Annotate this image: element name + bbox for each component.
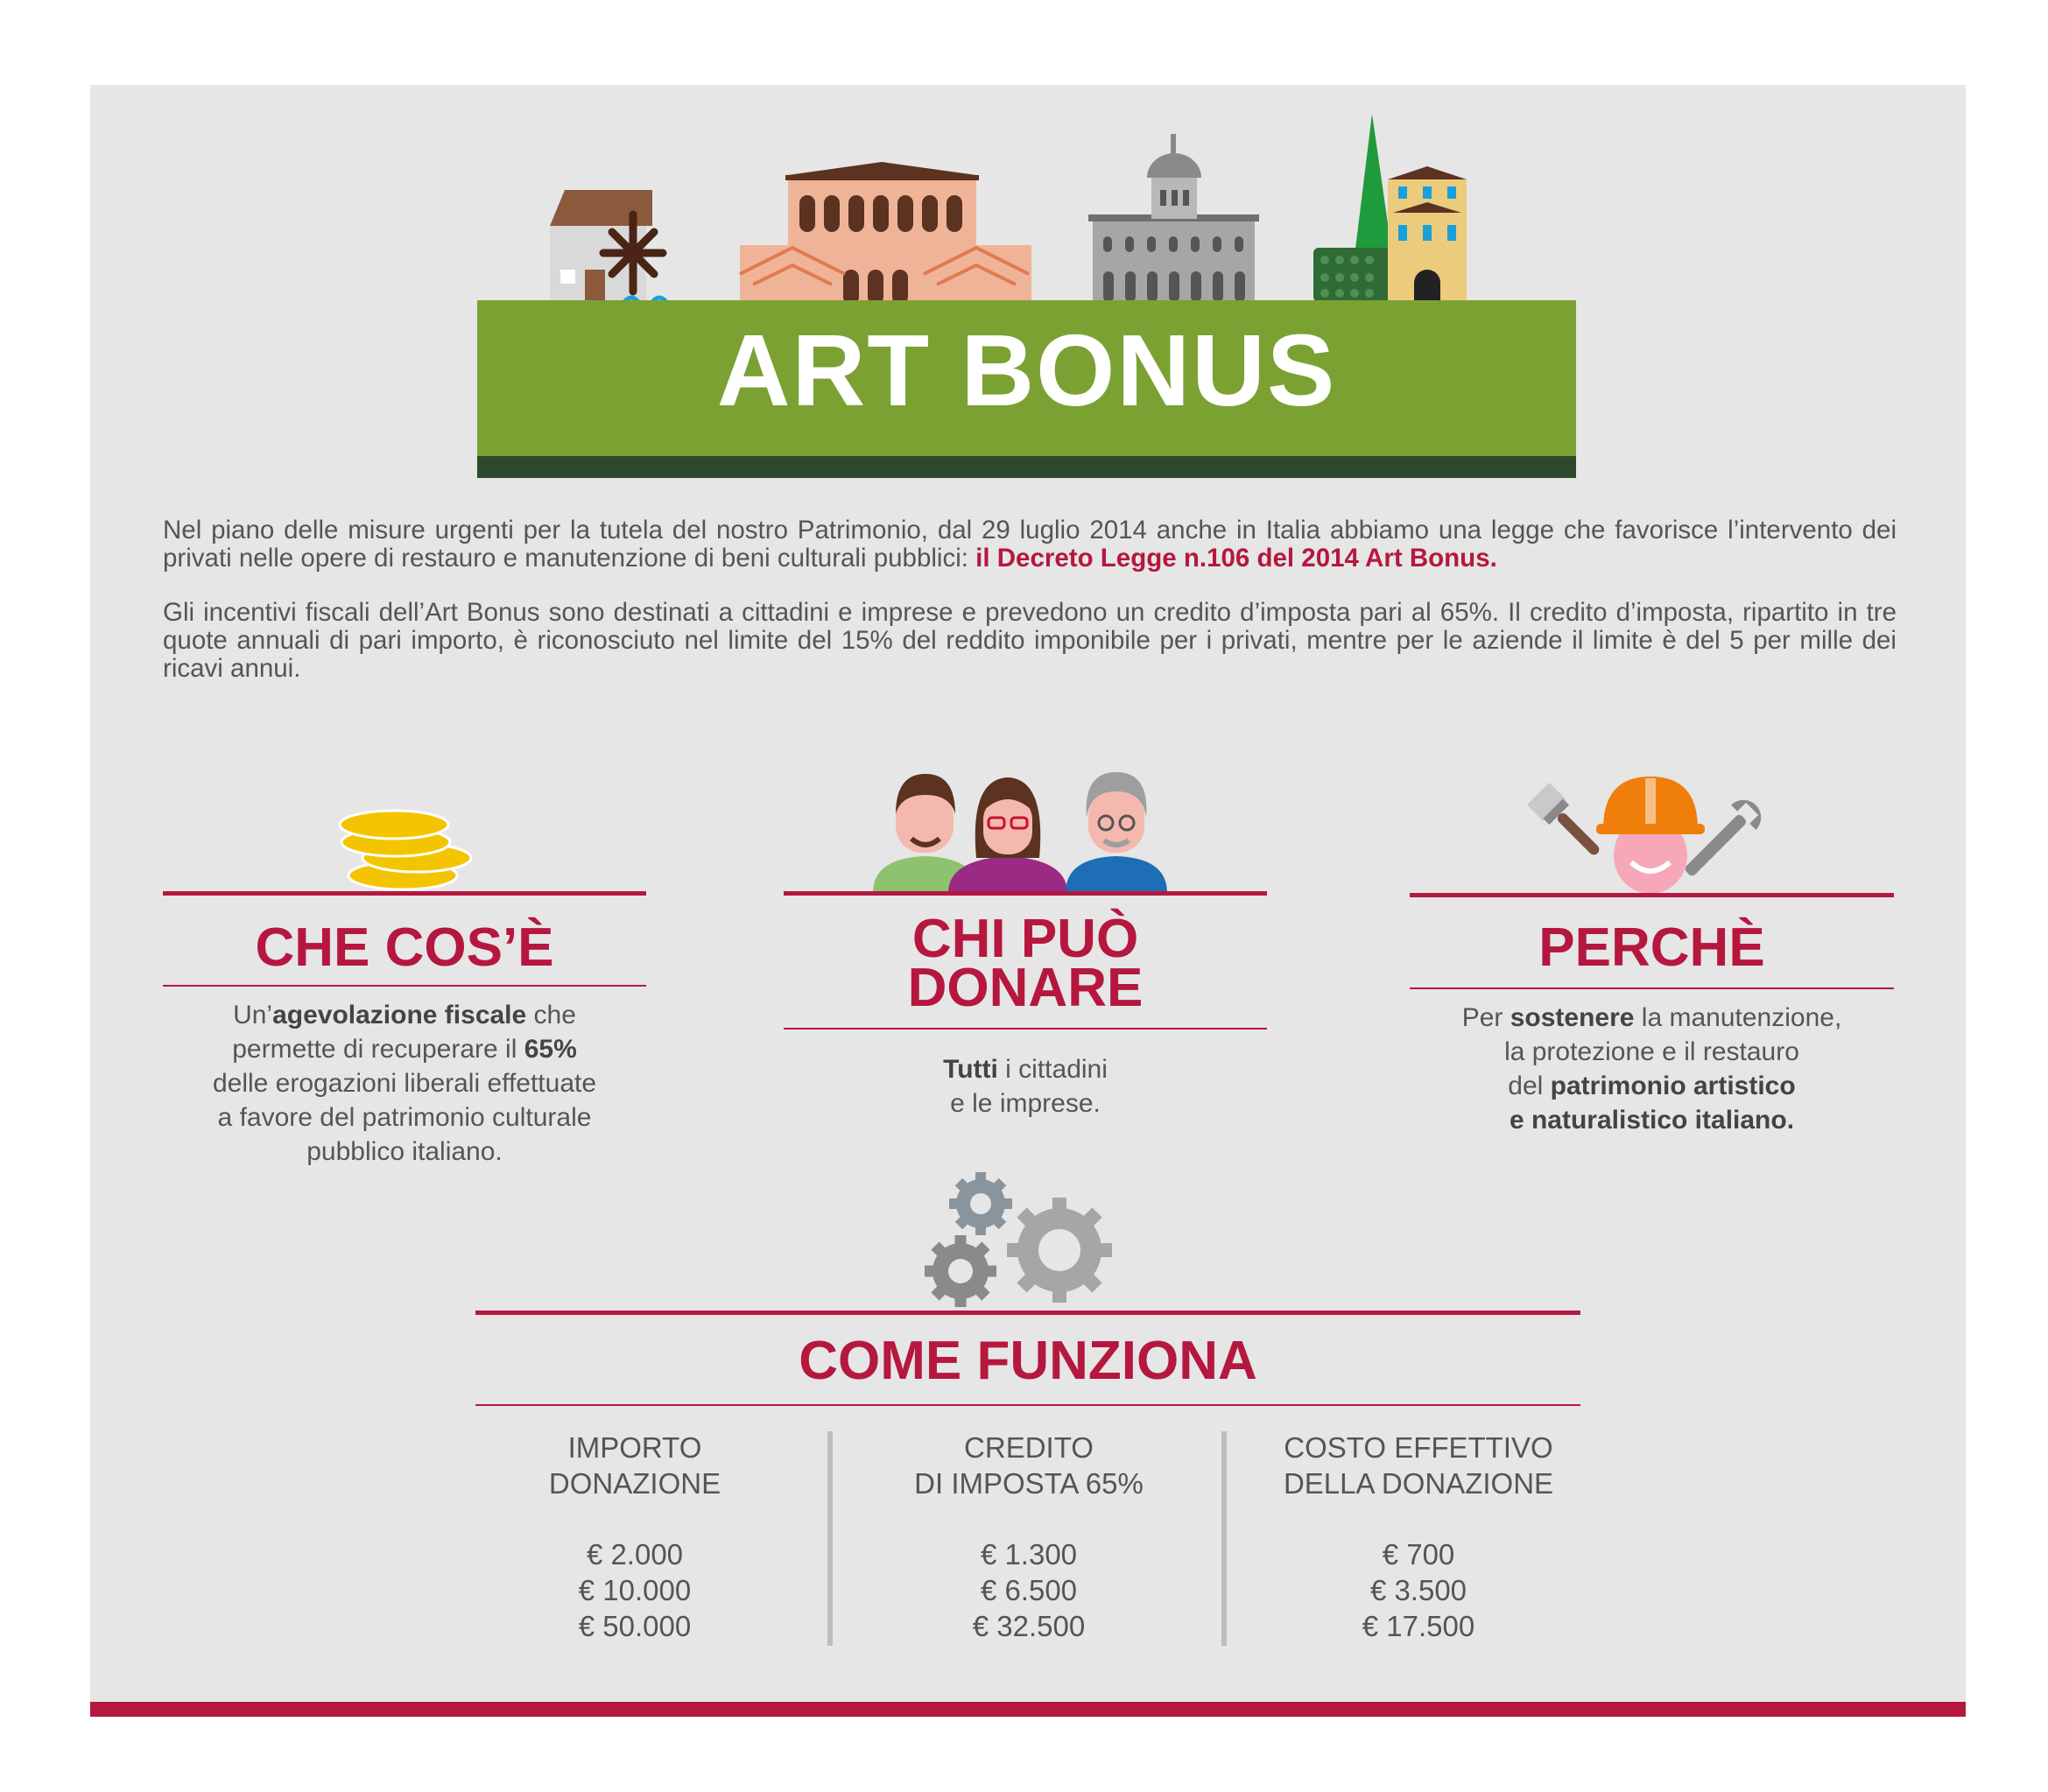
table-cell: € 1.300 — [980, 1538, 1078, 1571]
hero-base — [477, 456, 1576, 478]
table-cell: € 50.000 — [578, 1610, 692, 1642]
chi-puo-rule-bottom — [784, 1028, 1267, 1030]
column-header: DI IMPOSTA 65% — [914, 1467, 1144, 1500]
table-column-credito — [880, 1430, 1178, 1644]
che-cose-bold: 65% — [524, 1035, 577, 1064]
table-cell: € 17.500 — [1362, 1610, 1475, 1642]
che-cose-text: a favore del patrimonio culturale — [217, 1103, 592, 1132]
chi-puo-text: e le imprese. — [950, 1089, 1101, 1118]
people-icon — [871, 770, 1173, 893]
column-header: CREDITO — [964, 1431, 1094, 1464]
intro-p1-highlight: il Decreto Legge n.106 del 2014 Art Bonus. — [975, 544, 1497, 573]
perche-bold: sostenere — [1510, 1003, 1635, 1032]
tools-icon — [1528, 775, 1773, 893]
chi-puo-title-line-2: DONARE — [907, 958, 1144, 1018]
chi-puo-bold: Tutti — [943, 1055, 998, 1084]
column-header: COSTO EFFETTIVO — [1284, 1431, 1553, 1464]
coins-icon — [333, 804, 482, 900]
table-cell: € 3.500 — [1369, 1574, 1467, 1606]
column-header: IMPORTO — [567, 1431, 702, 1464]
che-cose-body — [163, 998, 646, 1169]
villa-icon — [1313, 114, 1467, 302]
che-cose-text: pubblico italiano. — [306, 1137, 503, 1166]
table-column-costo — [1261, 1430, 1576, 1644]
table-cell: € 32.500 — [972, 1610, 1086, 1642]
column-divider — [827, 1431, 833, 1646]
intro-p1-lead: Nel piano delle misure urgenti per la tutela del nostro Patrimonio, dal 29 luglio 2014 anche in Italia abbiamo una legge che favorisce l’intervento dei privati nelle opere di restauro e manutenzione di beni culturali pubblici: — [163, 516, 1897, 573]
table-cell: € 10.000 — [578, 1574, 692, 1606]
table-cell: € 2.000 — [586, 1538, 684, 1571]
gears-icon — [915, 1169, 1125, 1313]
domed-building-icon — [1088, 134, 1259, 302]
che-cose-text: Un’ — [233, 1001, 273, 1030]
perche-rule-top — [1410, 893, 1894, 897]
intro-paragraph-2: Gli incentivi fiscali dell’Art Bonus sono destinati a cittadini e imprese e prevedono un credito d’imposta pari al 65%. Il credito d’imposta, ripartito in tre quote annuali di pari importo, è riconosciuto nel limite del 15% del reddito imponibile per i privati, mentre per le aziende il limite è del 5 per mille dei ricavi annui. — [163, 598, 1897, 683]
perche-bold: patrimonio artistico — [1550, 1072, 1796, 1100]
perche-text: Per — [1461, 1003, 1510, 1032]
che-cose-text: che — [526, 1001, 576, 1030]
footer-bar — [90, 1702, 1966, 1717]
che-cose-text: permette di recuperare il — [232, 1035, 524, 1064]
come-rule-bottom — [475, 1404, 1580, 1406]
palace-icon — [740, 162, 1031, 305]
chi-puo-title-line-1: CHI PUÒ — [911, 909, 1139, 969]
perche-text: la manutenzione, — [1634, 1003, 1842, 1032]
chi-puo-body — [784, 1052, 1267, 1121]
column-divider — [1221, 1431, 1227, 1646]
page-title: ART BONUS — [716, 313, 1337, 427]
table-cell: € 6.500 — [980, 1574, 1078, 1606]
perche-text: la protezione e il restauro — [1504, 1037, 1799, 1066]
perche-rule-bottom — [1410, 987, 1894, 989]
che-cose-rule-bottom — [163, 985, 646, 987]
perche-title: PERCHÈ — [1538, 917, 1765, 978]
come-rule-top — [475, 1311, 1580, 1315]
column-header: DELLA DONAZIONE — [1283, 1467, 1554, 1500]
come-title: COME FUNZIONA — [799, 1331, 1257, 1391]
column-header: DONAZIONE — [548, 1467, 721, 1500]
che-cose-text: delle erogazioni liberali effettuate — [212, 1069, 597, 1098]
perche-text: del — [1508, 1072, 1551, 1100]
perche-bold: e naturalistico italiano. — [1509, 1106, 1795, 1135]
table-cell: € 700 — [1382, 1538, 1455, 1571]
che-cose-bold: agevolazione fiscale — [272, 1001, 527, 1030]
chi-puo-text: i cittadini — [997, 1055, 1108, 1084]
table-column-donazione — [490, 1430, 779, 1644]
perche-body — [1410, 1001, 1894, 1137]
chi-puo-title — [784, 909, 1267, 1018]
che-cose-rule-top — [163, 891, 646, 896]
chi-puo-rule-top — [784, 891, 1267, 896]
buildings-illustration — [477, 109, 1576, 306]
intro-paragraph-1 — [163, 517, 1897, 573]
che-cose-title: CHE COS’È — [255, 917, 554, 978]
